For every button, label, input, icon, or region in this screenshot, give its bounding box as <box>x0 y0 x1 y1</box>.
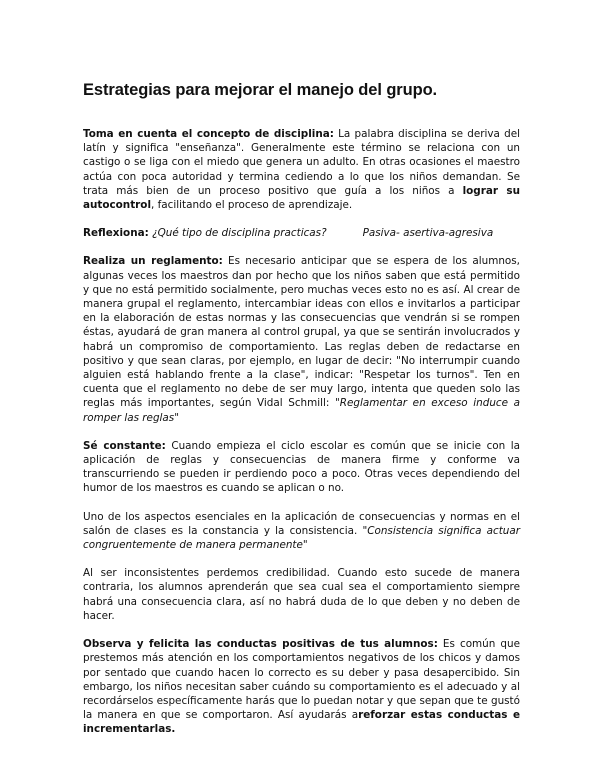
paragraph-reglamento <box>83 254 520 424</box>
paragraph-felicita <box>83 637 520 736</box>
document-body <box>83 127 520 751</box>
paragraph-disciplina <box>83 127 520 212</box>
paragraph-consistencia <box>83 510 520 553</box>
strong-autocontrol: lograr su autocontrol <box>83 184 520 212</box>
text-felicita: Es común que prestemos más atención en los comportamientos negativos de los chicos y damos por sentado que cuando hacen lo correcto es su deber y pasa desapercibido. Sin embargo, los niños necesitan saber cuándo su comportamiento es el adecuado y al recordárselos específicamente harás que lo puedan notar y que sepan que te gustó la manera en que se comportaron. Así ayudarás a <box>83 638 521 722</box>
text-disciplina-tail: , facilitando el proceso de aprendizaje. <box>151 199 353 212</box>
text-reglamento: Es necesario anticipar que se espera de los alumnos, algunas veces los maestros dan por hecho que los niños saben que está permitido y que no está permitido socialmente, pero muchas veces esto no es así. Al crear de manera grupal el reglamento, intercambiar ideas con ellos e invitarlos a participar en la elaboración de estas normas y las consecuencias que vendrán si se rompen éstas, ayudará de gran manera al control grupal, ya que se sentirán involucrados y habrá un compromiso de comportamiento. Las reglas deben de redactarse en positivo y que sean claras, por ejemplo, en lugar de decir: "No interrumpir cuando alguien está hablando frente a la clase", indicar: "Respetar los turnos". Ten en cuenta que el reglamento no debe de ser muy largo, intenta que queden solo las reglas más importantes, según Vidal Schmill: <box>83 255 520 410</box>
question-reflexiona: ¿Qué tipo de disciplina practicas? <box>148 227 327 240</box>
heading-reglamento: Realiza un reglamento: <box>83 255 223 268</box>
heading-felicita: Observa y felicita las conductas positivas de tus alumnos: <box>83 638 438 651</box>
quote-reglamento: "Reglamentar en exceso induce a romper las reglas" <box>83 397 520 424</box>
heading-reflexiona: Reflexiona: <box>83 227 149 240</box>
paragraph-reflexiona <box>83 226 520 240</box>
heading-disciplina: Toma en cuenta el concepto de disciplina: <box>83 128 334 140</box>
text-credibilidad: Al ser inconsistentes perdemos credibilidad. Cuando esto sucede de manera contraria, los alumnos aprenderán que sea cual sea el comportamiento siempre habrá una consecuencia clara, así no habrá duda de lo que deben y no deben de hacer. <box>83 567 520 622</box>
heading-constante: Sé constante: <box>83 439 166 452</box>
paragraph-constante <box>83 439 520 496</box>
options-reflexiona: Pasiva- asertiva-agresiva <box>362 227 494 240</box>
text-constante: Cuando empieza el ciclo escolar es común que se inicie con la aplicación de reglas y consecuencias de manera firme y conforme va transcurriendo se pueden ir perdiendo poco a poco. Otras veces dependiendo del humor de los maestros es cuando se aplican o no. <box>83 439 521 495</box>
quote-consistencia: "Consistencia significa actuar congruentemente de manera permanente" <box>83 524 521 552</box>
text-disciplina: La palabra disciplina se deriva del latín y significa "enseñanza". Generalmente este término se relaciona con un castigo o se liga con el miedo que genera un adulto. En otras ocasiones el maestro actúa con poca autoridad y termina cediendo a lo que los niños demandan. Se trata más bien de un proceso positivo que guía a los niños a <box>83 128 520 197</box>
text-consistencia: Uno de los aspectos esenciales en la aplicación de consecuencias y normas en el salón de clases es la constancia y la consistencia. <box>83 510 520 537</box>
document-title: Estrategias para mejorar el manejo del grupo. <box>83 81 438 99</box>
paragraph-credibilidad <box>83 566 520 623</box>
strong-reforzar: reforzar estas conductas e incrementarlas. <box>83 709 520 736</box>
